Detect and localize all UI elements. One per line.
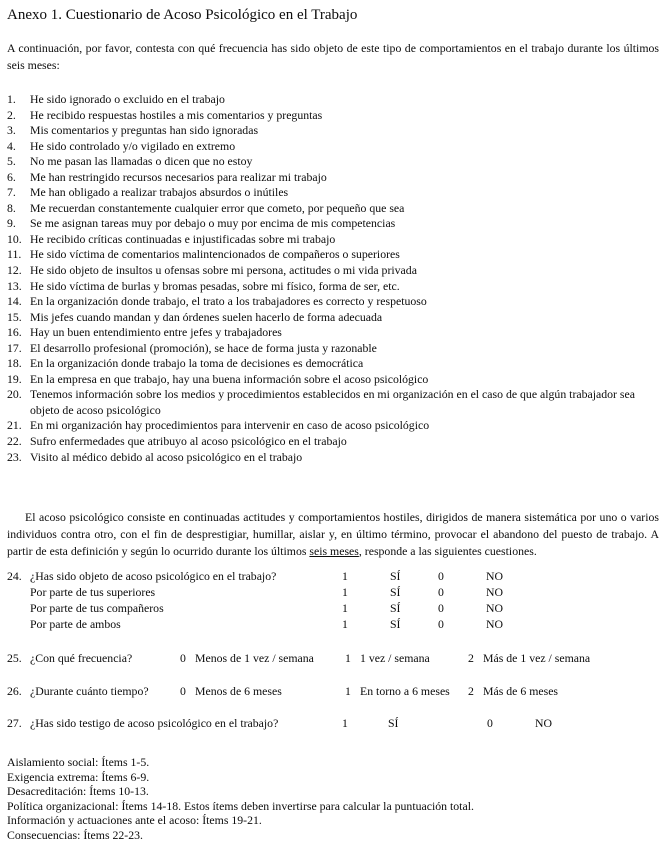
option-value: 2 [468, 684, 474, 699]
question-24 [7, 568, 659, 632]
intro-text: A continuación, por favor, contesta con qué frecuencia has sido objeto de este tipo de comportamientos en el trabajo durante los últimos seis meses: [7, 41, 659, 72]
item-number: 15. [7, 309, 22, 324]
question-number: 27. [7, 716, 22, 731]
question-24-row-both [7, 616, 659, 632]
answer-value-no: 0 [487, 716, 493, 731]
item-text: He sido ignorado o excluido en el trabajo [30, 92, 225, 106]
item-number: 13. [7, 278, 22, 293]
item-text: En la organización donde trabajo, el trato a los trabajadores es correcto y respetuoso [30, 294, 427, 309]
item-text: He recibido críticas continuadas e injustificadas sobre mi trabajo [30, 231, 336, 246]
definition-underlined-term: seis meses [309, 544, 359, 559]
questionnaire-item [7, 216, 659, 232]
question-number [7, 584, 30, 600]
questionnaire-item [7, 154, 659, 170]
question-24-row-main [7, 568, 659, 584]
question-27 [7, 715, 659, 731]
definition-part2: , responde a las siguientes cuestiones. [358, 544, 537, 559]
item-number: 4. [7, 138, 16, 153]
questionnaire-item [7, 170, 659, 186]
scoring-key-line: Información y actuaciones ante el acoso: Ítems 19-21. [7, 813, 262, 828]
item-text: El desarrollo profesional (promoción), se hace de forma justa y razonable [30, 340, 377, 355]
questionnaire-item [7, 341, 659, 357]
question-label: Por parte de tus compañeros [30, 601, 164, 616]
questionnaire-item [7, 418, 659, 434]
item-text: Me han restringido recursos necesarios para realizar mi trabajo [30, 169, 327, 184]
answer-value-no: 0 [438, 569, 444, 584]
scoring-key [7, 755, 659, 842]
item-number: 11. [7, 247, 22, 262]
answer-value-yes: 1 [342, 569, 348, 584]
questionnaire-item [7, 201, 659, 217]
option-text: Menos de 6 meses [195, 684, 282, 699]
item-text: En mi organización hay procedimientos para intervenir en caso de acoso psicológico [30, 418, 430, 433]
question-24-row-colleagues [7, 600, 659, 616]
answer-option [468, 683, 659, 699]
scoring-key-line: Aislamiento social: Ítems 1-5. [7, 755, 150, 770]
question-24-row-superiors [7, 584, 659, 600]
answer-label-no: NO [535, 716, 553, 731]
item-text: He recibido respuestas hostiles a mis comentarios y preguntas [30, 107, 323, 122]
questionnaire-item-list [7, 92, 659, 465]
answer-option [180, 683, 345, 699]
item-number: 1. [7, 92, 16, 106]
scoring-key-line: Política organizacional: Ítems 14-18. Estos ítems deben invertirse para calcular la puntuación total. [7, 798, 474, 813]
scoring-key-line: Desacreditación: Ítems 10-13. [7, 784, 149, 799]
question-number: 24. [7, 569, 22, 584]
harassment-definition [7, 509, 659, 560]
question-label: Por parte de tus superiores [30, 585, 156, 600]
questionnaire-item [7, 450, 659, 466]
option-value: 1 [345, 651, 351, 666]
item-text: Visito al médico debido al acoso psicológico en el trabajo [30, 449, 303, 464]
questionnaire-item [7, 387, 659, 418]
item-number: 7. [7, 185, 16, 200]
item-number: 12. [7, 263, 22, 278]
question-label: Por parte de ambos [30, 617, 121, 632]
item-text: Se me asignan tareas muy por debajo o muy por encima de mis competencias [30, 216, 396, 231]
option-value: 1 [345, 684, 351, 699]
questionnaire-item [7, 356, 659, 372]
answer-value-yes: 1 [342, 617, 348, 632]
questionnaire-item [7, 325, 659, 341]
item-text: Me han obligado a realizar trabajos absurdos o inútiles [30, 185, 289, 200]
answer-value-no: 0 [438, 585, 444, 600]
scoring-key-line: Exigencia extrema: Ítems 6-9. [7, 769, 150, 784]
item-number: 6. [7, 169, 16, 184]
questionnaire-item [7, 279, 659, 295]
option-value: 2 [468, 651, 474, 666]
option-text: En torno a 6 meses [360, 684, 450, 699]
item-number: 22. [7, 434, 22, 449]
item-number: 3. [7, 123, 16, 138]
scoring-key-line: Consecuencias: Ítems 22-23. [7, 827, 143, 842]
questionnaire-item [7, 139, 659, 155]
item-text: En la organización donde trabajo la toma de decisiones es democrática [30, 356, 364, 371]
questionnaire-item [7, 434, 659, 450]
item-number: 9. [7, 216, 16, 231]
item-number: 5. [7, 154, 16, 169]
answer-option [345, 650, 468, 666]
item-number: 23. [7, 449, 22, 464]
answer-label-no: NO [486, 617, 504, 632]
item-text: He sido víctima de burlas y bromas pesadas, sobre mi físico, forma de ser, etc. [30, 278, 400, 293]
item-number: 21. [7, 418, 22, 433]
question-label: ¿Con qué frecuencia? [30, 651, 133, 666]
option-value: 0 [180, 651, 186, 666]
item-number: 17. [7, 340, 22, 355]
option-text: 1 vez / semana [360, 651, 430, 666]
item-text: Hay un buen entendimiento entre jefes y trabajadores [30, 325, 282, 340]
questionnaire-item [7, 310, 659, 326]
page-title: Anexo 1. Cuestionario de Acoso Psicológico en el Trabajo [7, 7, 358, 23]
item-number: 2. [7, 107, 16, 122]
item-text: Sufro enfermedades que atribuyo al acoso psicológico en el trabajo [30, 434, 347, 449]
question-25 [7, 650, 659, 666]
questionnaire-item [7, 185, 659, 201]
answer-label-yes: SÍ [388, 716, 399, 731]
answer-label-yes: SÍ [390, 617, 401, 632]
item-number: 18. [7, 356, 22, 371]
item-text: Mis jefes cuando mandan y dan órdenes suelen hacerlo de forma adecuada [30, 309, 383, 324]
item-text: He sido objeto de insultos u ofensas sobre mi persona, actitudes o mi vida privada [30, 263, 417, 278]
answer-label-yes: SÍ [390, 569, 401, 584]
answer-label-no: NO [486, 601, 504, 616]
item-text: He sido controlado y/o vigilado en extremo [30, 138, 236, 153]
option-text: Más de 1 vez / semana [483, 651, 591, 666]
item-number: 10. [7, 231, 22, 246]
questionnaire-item [7, 108, 659, 124]
questionnaire-item [7, 232, 659, 248]
question-number [7, 616, 30, 632]
item-text: En la empresa en que trabajo, hay una buena información sobre el acoso psicológico [30, 371, 429, 386]
answer-option [180, 650, 345, 666]
question-26 [7, 683, 659, 699]
answer-label-no: NO [486, 569, 504, 584]
answer-value-no: 0 [438, 601, 444, 616]
questionnaire-item [7, 294, 659, 310]
item-number: 8. [7, 200, 16, 215]
item-text: Mis comentarios y preguntas han sido ignoradas [30, 123, 259, 138]
questionnaire-item [7, 123, 659, 139]
question-number [7, 600, 30, 616]
answer-value-yes: 1 [342, 601, 348, 616]
questionnaire-item [7, 92, 659, 108]
question-number: 25. [7, 651, 22, 666]
question-label: ¿Has sido testigo de acoso psicológico en el trabajo? [30, 716, 279, 731]
item-number: 14. [7, 294, 22, 309]
item-text: No me pasan las llamadas o dicen que no estoy [30, 154, 253, 169]
option-text: Menos de 1 vez / semana [195, 651, 314, 666]
item-number: 16. [7, 325, 22, 340]
answer-label-yes: SÍ [390, 585, 401, 600]
question-label: ¿Durante cuánto tiempo? [30, 684, 149, 699]
answer-value-yes: 1 [342, 585, 348, 600]
answer-option [345, 683, 468, 699]
answer-label-yes: SÍ [390, 601, 401, 616]
option-value: 0 [180, 684, 186, 699]
question-label: ¿Has sido objeto de acoso psicológico en el trabajo? [30, 569, 277, 584]
answer-option [468, 650, 659, 666]
question-number: 26. [7, 684, 22, 699]
option-text: Más de 6 meses [483, 684, 559, 699]
item-text: Me recuerdan constantemente cualquier error que cometo, por pequeño que sea [30, 200, 405, 215]
item-text: Tenemos información sobre los medios y procedimientos establecidos en mi organización en el caso de que algún trabajador sea objeto de acoso psicológico [30, 387, 635, 417]
item-number: 19. [7, 371, 22, 386]
questionnaire-item [7, 263, 659, 279]
questionnaire-item [7, 247, 659, 263]
item-text: He sido víctima de comentarios malintencionados de compañeros o superiores [30, 247, 400, 262]
answer-value-no: 0 [438, 617, 444, 632]
definition-part1: El acoso psicológico consiste en continuadas actitudes y comportamientos hostiles, dirigidos de manera sistemática por uno o varios individuos contra otro, con el fin de desprestigiar, humillar, aislar y, en último término, provocar el abandono del puesto de trabajo. A partir de esta definición y según lo ocurrido durante los últimos [7, 510, 659, 559]
questionnaire-item [7, 372, 659, 388]
answer-label-no: NO [486, 585, 504, 600]
item-number: 20. [7, 387, 22, 402]
answer-value-yes: 1 [342, 716, 348, 731]
